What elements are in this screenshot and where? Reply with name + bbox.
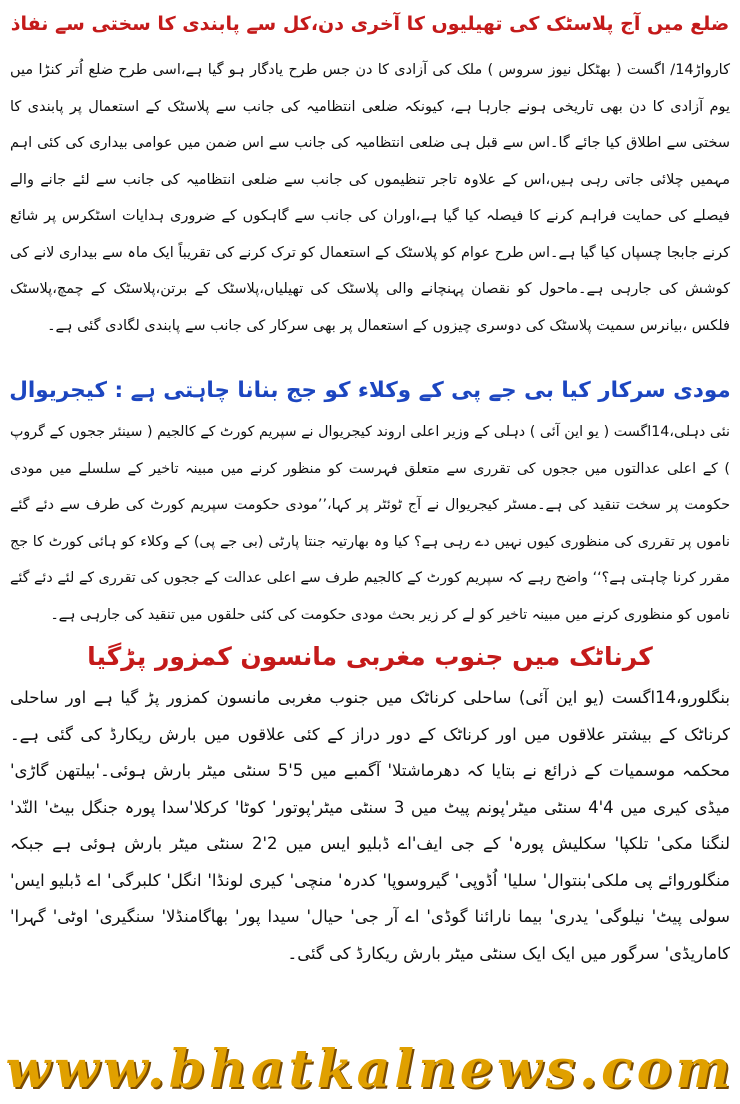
article-1-headline: ضلع میں آج پلاسٹک کی تھیلیوں کا آخری دن،کل سے پابندی کا سختی سے نفاذ: [10, 13, 730, 35]
website-footer: www.bhatkalnews.com: [5, 1039, 735, 1100]
article-3-headline: کرناٹک میں جنوب مغربی مانسون کمزور پڑگیا: [87, 642, 653, 671]
article-2-headline: مودی سرکار کیا بی جے پی کے وکلاء کو جج بنانا چاہتی ہے : کیجریوال: [9, 378, 731, 403]
article-1-body: کارواڑ14/ اگست ( بھٹکل نیوز سروس ) ملک کی آزادی کا دن جس طرح یادگار ہو گیا ہے،اسی طرح ضلع اُتر کنڑا میں یوم آزادی کا دن بھی تاریخی ہونے جارہا ہے، کیونکہ ضلعی انتظامیہ کی جانب سے پلاسٹک کے استعمال پر پابندی کا سختی سے اطلاق کیا جائے گا۔اس سے قبل ہی ضلعی انتظامیہ کی جانب سے اس ضمن میں عوامی بیداری کی کئی اہم مہمیں چلائی جاتی رہی ہیں،اس کے علاوہ تاجر تنظیموں کی جانب سے ضلعی انتظامیہ کی جانب سے لئے جانے والے فیصلے کی حمایت فراہم کرنے کا فیصلہ کیا گیا ہے،اوران کی جانب سے گاہکوں کے ضروری ہدایات اسٹکرس پر شائع کرنے جابجا چسپاں کیا گیا ہے۔اس طرح عوام کو پلاسٹک کے استعمال کو ترک کرنے کی تقریباً ایک ماہ سے بیداری لانے کی کوشش کی جارہی ہے۔ماحول کو نقصان پہنچانے والی پلاسٹک کی تھیلیاں،پلاسٹک کے برتن،پلاسٹک کے چمچ،پلاسٹک فلکس ،بیانرس سمیت پلاسٹک کی دوسری چیزوں کے استعمال پر بھی سرکار کی جانب سے پابندی لگادی گئی ہے۔: [10, 62, 730, 334]
article-3-body: بنگلورو،14اگست (یو این آئی) ساحلی کرناٹک میں جنوب مغربی مانسون کمزور پڑ گیا ہے اور ساحلی کرناٹک کے بیشتر علاقوں میں اور کرناٹک کے دور دراز کے کئی علاقوں میں بارش ریکارڈ کی گئی ہے۔محکمہ موسمیات کے ذرائع نے بتایا کہ دھرماشتلا' آگمبے میں 5'5 سنٹی میٹر بارش ہوئی۔'بیلتھن گاڑی' میڈی کیری میں 4'4 سنٹی میٹر'پونم پیٹ میں 3 سنٹی میٹر'پوتور' کوٹا' کرکلا'سدا پورہ جنگل بیٹ' النّد' لنگنا مکی' تلکپا' سکلیش پورہ' کے جی ایف'اے ڈبلیو ایس میں 2'2 سنٹی میٹر بارش ہوئی ہے جبکہ منگلوروائے پی ملکی'بنتوال' سلیا' اُڈوپی' گیروسوپا' کدرہ' منچی' کیری لونڈا' انگل' کلبرگی' اے ڈبلیو ایس' سولی پیٹ' نیلوگی' یدری' بیما نارائنا گوڈی' اے آر جی' حیال' سیدا پور' بھاگامنڈلا' سنگیری' اوٹی' گہرا' کاماریڈی' سرگور میں ایک ایک سنٹی میٹر بارش ریکارڈ کی گئی۔: [10, 688, 731, 963]
article-2-body: نئی دہلی،14اگست ( یو این آئی ) دہلی کے وزیر اعلی اروند کیجریوال نے سپریم کورٹ کے کالجیم ( سینئر ججوں کے گروپ ) کے اعلی عدالتوں میں ججوں کی تقرری سے متعلق فہرست کو منظور کرنے میں مبینہ تاخیر کے سلسلے میں مودی حکومت پر سخت تنقید کی ہے۔مسٹر کیجریوال نے آج ٹوئٹر پر کہا،’’مودی حکومت سپریم کورٹ کی طرف سے دئے گئے ناموں پر تقرری کی منظوری کیوں نہیں دے رہی ہے؟ کیا وہ بھارتیہ جنتا پارٹی (بی جے پی) کے وکلاء کو ہائی کورٹ کا جج مقرر کرنا چاہتی ہے؟‘‘ واضح رہے کہ سپریم کورٹ کے کالجیم طرف سے اعلی عدالت کے ججوں کی تقرری کے لئے دئے گئے ناموں کو منظوری کرنے میں مبینہ تاخیر کو لے کر زیر بحث مودی حکومت کی کئی حلقوں میں تنقید کی جارہی ہے۔: [10, 424, 731, 623]
